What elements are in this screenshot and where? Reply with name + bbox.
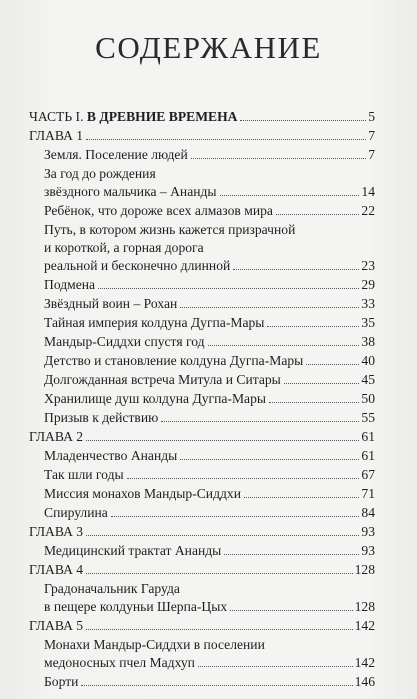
section-title: реальной и бесконечно длинной [44,258,231,273]
page-number: 61 [361,429,375,444]
toc-section-row [29,200,375,219]
section-title: звёздного мальчика – Ананды [44,184,217,199]
table-of-contents [29,106,375,690]
toc-section-row [29,350,375,369]
toc-chapter-row [29,559,375,578]
toc-part-row [29,106,375,125]
section-title: Земля. Поселение людей [44,147,188,162]
page-number: 29 [361,277,375,292]
section-title: Путь, в котором жизнь кажется призрачной [44,222,296,237]
section-title: Звёздный воин – Рохан [44,296,178,311]
toc-section-row [29,597,375,615]
toc-section-row [29,182,375,200]
dot-leader [220,195,360,196]
part-name: В ДРЕВНИЕ ВРЕМЕНА [86,109,238,124]
section-title: Подмена [44,277,96,292]
toc-section-row [29,445,375,464]
page-number: 67 [361,467,375,482]
dot-leader [180,307,359,308]
toc-chapter-row [29,125,375,144]
page-number: 142 [354,618,375,633]
page-number: 71 [361,486,375,501]
toc-section-row [29,578,375,597]
section-title: Монахи Мандыр-Сиддхи в поселении [44,637,265,652]
page-number: 128 [354,562,375,577]
page-number: 23 [361,258,375,273]
toc-chapter-row [29,426,375,445]
section-title: Тайная империя колдуна Дугпа-Мары [44,315,265,330]
section-title: Детство и становление колдуна Дугпа-Мары [44,353,304,368]
dot-leader [276,214,359,215]
section-title: Борти [44,674,79,689]
page-number: 93 [361,524,375,539]
dot-leader [198,666,353,667]
page-number: 22 [361,203,375,218]
dot-leader [81,685,352,686]
toc-section-row [29,671,375,690]
page-number: 45 [361,372,375,387]
toc-section-row [29,388,375,407]
section-title: в пещере колдуньи Шерпа-Цых [44,599,228,614]
dot-leader [127,478,360,479]
dot-leader [284,383,360,384]
dot-leader [86,629,353,630]
toc-section-row [29,238,375,256]
part-prefix: ЧАСТЬ I. [29,109,84,124]
toc-section-row [29,274,375,293]
toc-section-row [29,312,375,331]
page-number: 40 [361,353,375,368]
section-title: Хранилище душ колдуна Дугпа-Мары [44,391,266,406]
dot-leader [269,402,359,403]
chapter-title: ГЛАВА 2 [29,429,84,444]
toc-section-row [29,331,375,350]
page-number: 7 [368,147,375,162]
toc-section-row [29,144,375,163]
dot-leader [86,535,359,536]
dot-leader [191,158,366,159]
section-title: и короткой, а горная дорога [44,240,204,255]
dot-leader [244,497,359,498]
dot-leader [180,459,359,460]
dot-leader [98,288,359,289]
dot-leader [208,345,360,346]
dot-leader [267,326,359,327]
section-title: медоносных пчел Мадхуп [44,655,195,670]
page-number: 7 [368,128,375,143]
page-number: 128 [354,599,375,614]
dot-leader [240,120,366,121]
section-title: Ребёнок, что дороже всех алмазов мира [44,203,273,218]
section-title: Миссия монахов Мандыр-Сиддхи [44,486,241,501]
toc-section-row [29,653,375,671]
section-title: Так шли годы [44,467,124,482]
dot-leader [86,440,359,441]
chapter-title: ГЛАВА 4 [29,562,84,577]
toc-section-row [29,483,375,502]
page-number: 93 [361,543,375,558]
toc-section-row [29,163,375,182]
toc-section-row [29,369,375,388]
dot-leader [306,364,359,365]
toc-part-title [29,108,237,125]
page-number: 33 [361,296,375,311]
section-title: Призыв к действию [44,410,159,425]
dot-leader [233,269,359,270]
section-title: Долгожданная встреча Митула и Ситары [44,372,281,387]
page-number: 38 [361,334,375,349]
toc-chapter-row [29,615,375,634]
page-number: 14 [361,184,375,199]
dot-leader [230,610,352,611]
page-title: СОДЕРЖАНИЕ [95,30,322,65]
toc-section-row [29,293,375,312]
page-number: 50 [361,391,375,406]
toc-section-row [29,256,375,274]
chapter-title: ГЛАВА 3 [29,524,84,539]
toc-section-row [29,540,375,559]
toc-chapter-row [29,521,375,540]
page-number: 61 [361,448,375,463]
page-number: 142 [354,655,375,670]
section-title: Младенчество Ананды [44,448,178,463]
dot-leader [161,421,359,422]
dot-leader [111,516,360,517]
toc-section-row [29,219,375,238]
page-number: 146 [354,674,375,689]
section-title: Медицинский трактат Ананды [44,543,222,558]
toc-section-row [29,502,375,521]
section-title: За год до рождения [44,166,156,181]
page-number: 35 [361,315,375,330]
page-number: 55 [361,410,375,425]
page-number: 84 [361,505,375,520]
dot-leader [86,139,366,140]
chapter-title: ГЛАВА 1 [29,128,84,143]
chapter-title: ГЛАВА 5 [29,618,84,633]
toc-section-row [29,407,375,426]
dot-leader [86,573,353,574]
part-page-number: 5 [368,109,375,124]
toc-section-row [29,464,375,483]
toc-entries [29,125,375,690]
section-title: Мандыр-Сиддхи спустя год [44,334,205,349]
toc-section-row [29,634,375,653]
dot-leader [224,554,359,555]
section-title: Спирулина [44,505,108,520]
section-title: Градоначальник Гаруда [44,581,180,596]
